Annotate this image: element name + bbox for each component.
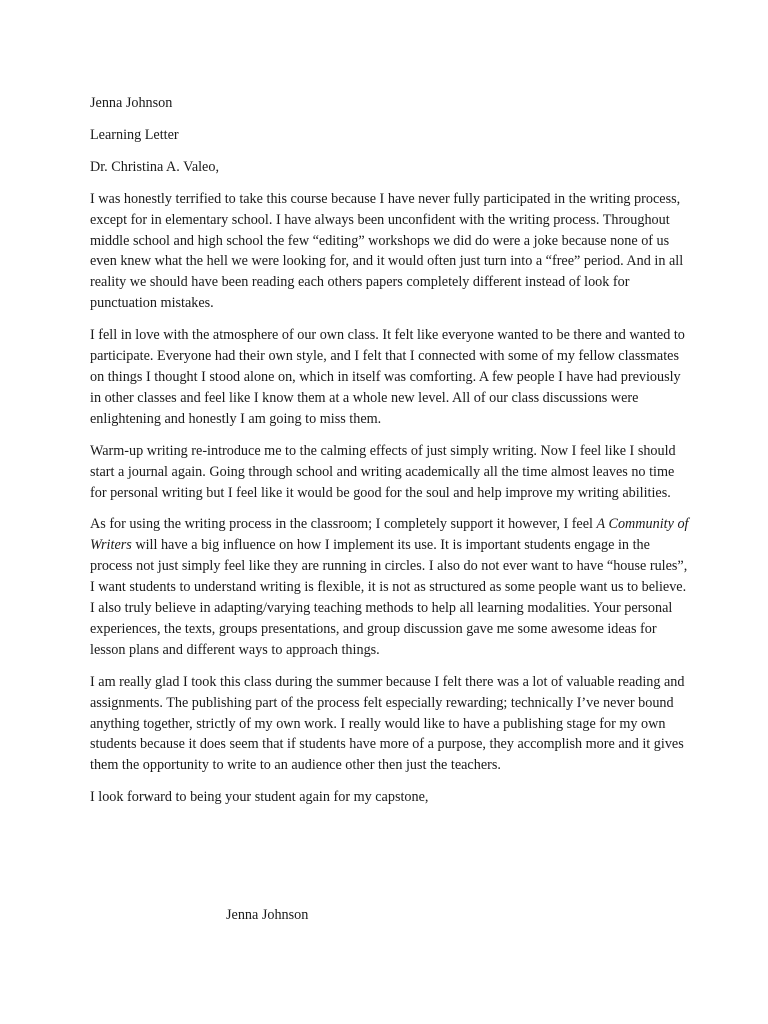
letter-title: Learning Letter bbox=[90, 126, 179, 143]
paragraph-4-after: will have a big influence on how I implement its use. It is important students engage in the process not just simply feel like they are running in circles. I also do not ever want to have “house rules”, I want students to understand writing is flexible, it is not as structured as some people want us to believe. I also truly believe in adapting/varying teaching methods to help all learning modalities. Your personal experiences, the texts, groups presentations, and group discussion gave me some awesome ideas for lesson plans and different ways to approach things. bbox=[90, 537, 688, 658]
salutation: Dr. Christina A. Valeo, bbox=[90, 158, 219, 175]
paragraph-4 bbox=[90, 514, 690, 660]
paragraph-2: I fell in love with the atmosphere of our own class. It felt like everyone wanted to be there and wanted to participate. Everyone had their own style, and I felt that I connected with some of my fellow classmates on things I thought I stood alone on, which in itself was comforting. A few people I have had previously in other classes and feel like I know them at a whole new level. All of our class discussions were enlightening and honestly I am going to miss them. bbox=[90, 327, 685, 427]
paragraph-1: I was honestly terrified to take this course because I have never fully participated in the writing process, except for in elementary school. I have always been unconfident with the writing process. Throughout middle school and high school the few “editing” workshops we did do were a joke because none of us even knew what the hell we were looking for, and it would often just turn into a “free” period. And in all reality we should have been reading each others papers completely different instead of look for punctuation mistakes. bbox=[90, 190, 684, 312]
paragraph-5: I am really glad I took this class during the summer because I felt there was a lot of valuable reading and assignments. The publishing part of the process felt especially rewarding; technically I’ve never bound anything together, strictly of my own work. I really would like to have a publishing stage for my own students because it does seem that if students have more of a purpose, they accomplish more and it gives them the opportunity to write to an audience other then just the teachers. bbox=[90, 673, 685, 774]
closing-line: I look forward to being your student again for my capstone, bbox=[90, 789, 429, 806]
paragraph-4-before: As for using the writing process in the classroom; I completely support it however, I feel bbox=[90, 516, 597, 533]
signature: Jenna Johnson bbox=[226, 907, 309, 923]
book-title-italic: A Community of Writers bbox=[90, 516, 689, 554]
letter-body bbox=[90, 93, 690, 808]
author-header: Jenna Johnson bbox=[90, 95, 173, 111]
paragraph-3: Warm-up writing re-introduce me to the calming effects of just simply writing. Now I feel like I should start a journal again. Going through school and writing academically all the time almost leaves no time for personal writing but I feel like it would be good for the soul and help improve my writing abilities. bbox=[90, 442, 676, 501]
